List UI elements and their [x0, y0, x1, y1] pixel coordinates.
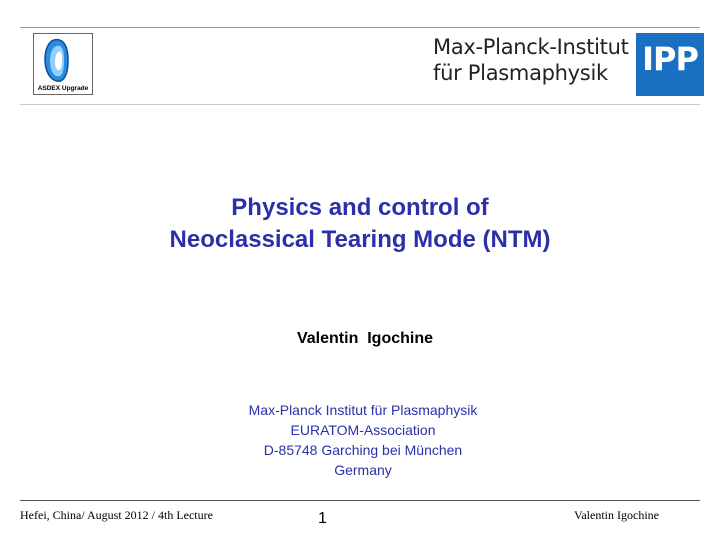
top-rule — [20, 27, 700, 28]
ipp-logo-text: IPP — [642, 40, 698, 78]
institute-name — [433, 34, 633, 86]
institute-name-line2: für Plasmaphysik — [433, 61, 608, 85]
affiliation-line: EURATOM-Association — [290, 422, 436, 438]
asdex-upgrade-logo — [33, 33, 93, 95]
affiliation-line: Max-Planck Institut für Plasmaphysik — [248, 402, 478, 418]
affiliation-block — [0, 400, 720, 480]
slide-title — [0, 192, 720, 256]
affiliation-line: Germany — [334, 462, 392, 478]
footer-event: Hefei, China/ August 2012 / 4th Lecture — [20, 508, 213, 522]
footer-author: Valentin Igochine — [574, 508, 659, 522]
author-name: Valentin Igochine — [296, 330, 434, 347]
institute-name-line1: Max-Planck-Institut — [433, 35, 629, 59]
affiliation-line: D-85748 Garching bei München — [263, 442, 463, 458]
ipp-logo — [636, 33, 704, 96]
slide-title-line2: Neoclassical Tearing Mode (NTM) — [169, 226, 551, 253]
asdex-logo-caption: ASDEX Upgrade — [37, 85, 89, 92]
page-number: 1 — [318, 510, 327, 527]
slide-title-line1: Physics and control of — [231, 194, 489, 221]
header-rule — [20, 104, 700, 105]
footer-rule — [20, 500, 700, 501]
